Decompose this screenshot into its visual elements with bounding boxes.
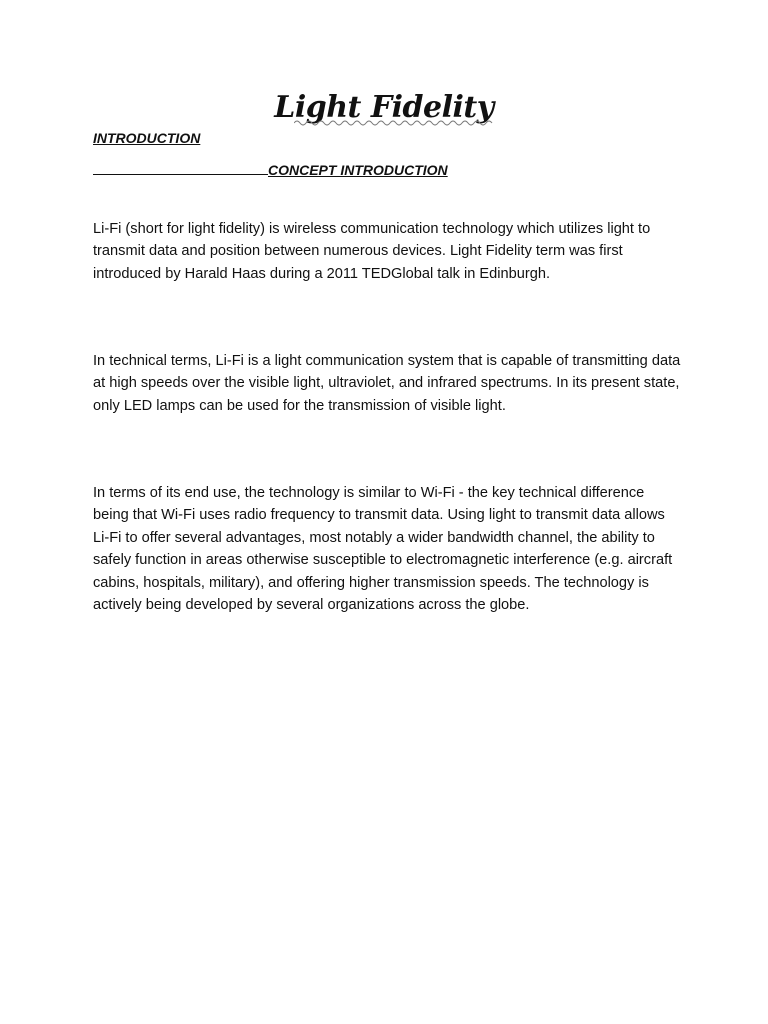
paragraph-3: In terms of its end use, the technology is similar to Wi-Fi - the key technical difference being that Wi-Fi uses radio frequency to transmit data. Using light to transmit data allows Li-Fi to offer several advantages, most notably a wider bandwidth channel, the ability to safely function in areas otherwise susceptible to electromagnetic interference (e.g. aircraft cabins, hospitals, military), and offering higher transmission speeds. The technology is actively being developed by several organizations across the globe. — [93, 485, 673, 614]
underline-rule — [93, 160, 268, 175]
concept-introduction-heading: CONCEPT INTRODUCTION — [268, 162, 448, 178]
paragraph-1: Li-Fi (short for light fidelity) is wireless communication technology which utilizes light to transmit data and position between numerous devices. Light Fidelity term was first introduced by Harald Haas during a 2011 TEDGlobal talk in Edinburgh. — [93, 221, 651, 282]
document-title: Light Fidelity — [274, 90, 494, 125]
concept-heading-line — [93, 160, 448, 180]
spellcheck-squiggle — [294, 119, 494, 127]
introduction-heading: INTRODUCTION — [93, 130, 201, 146]
paragraph-2: In technical terms, Li-Fi is a light communication system that is capable of transmitting data at high speeds over the visible light, ultraviolet, and infrared spectrums. In its present state, only LED lamps can be used for the transmission of visible light. — [93, 353, 681, 414]
